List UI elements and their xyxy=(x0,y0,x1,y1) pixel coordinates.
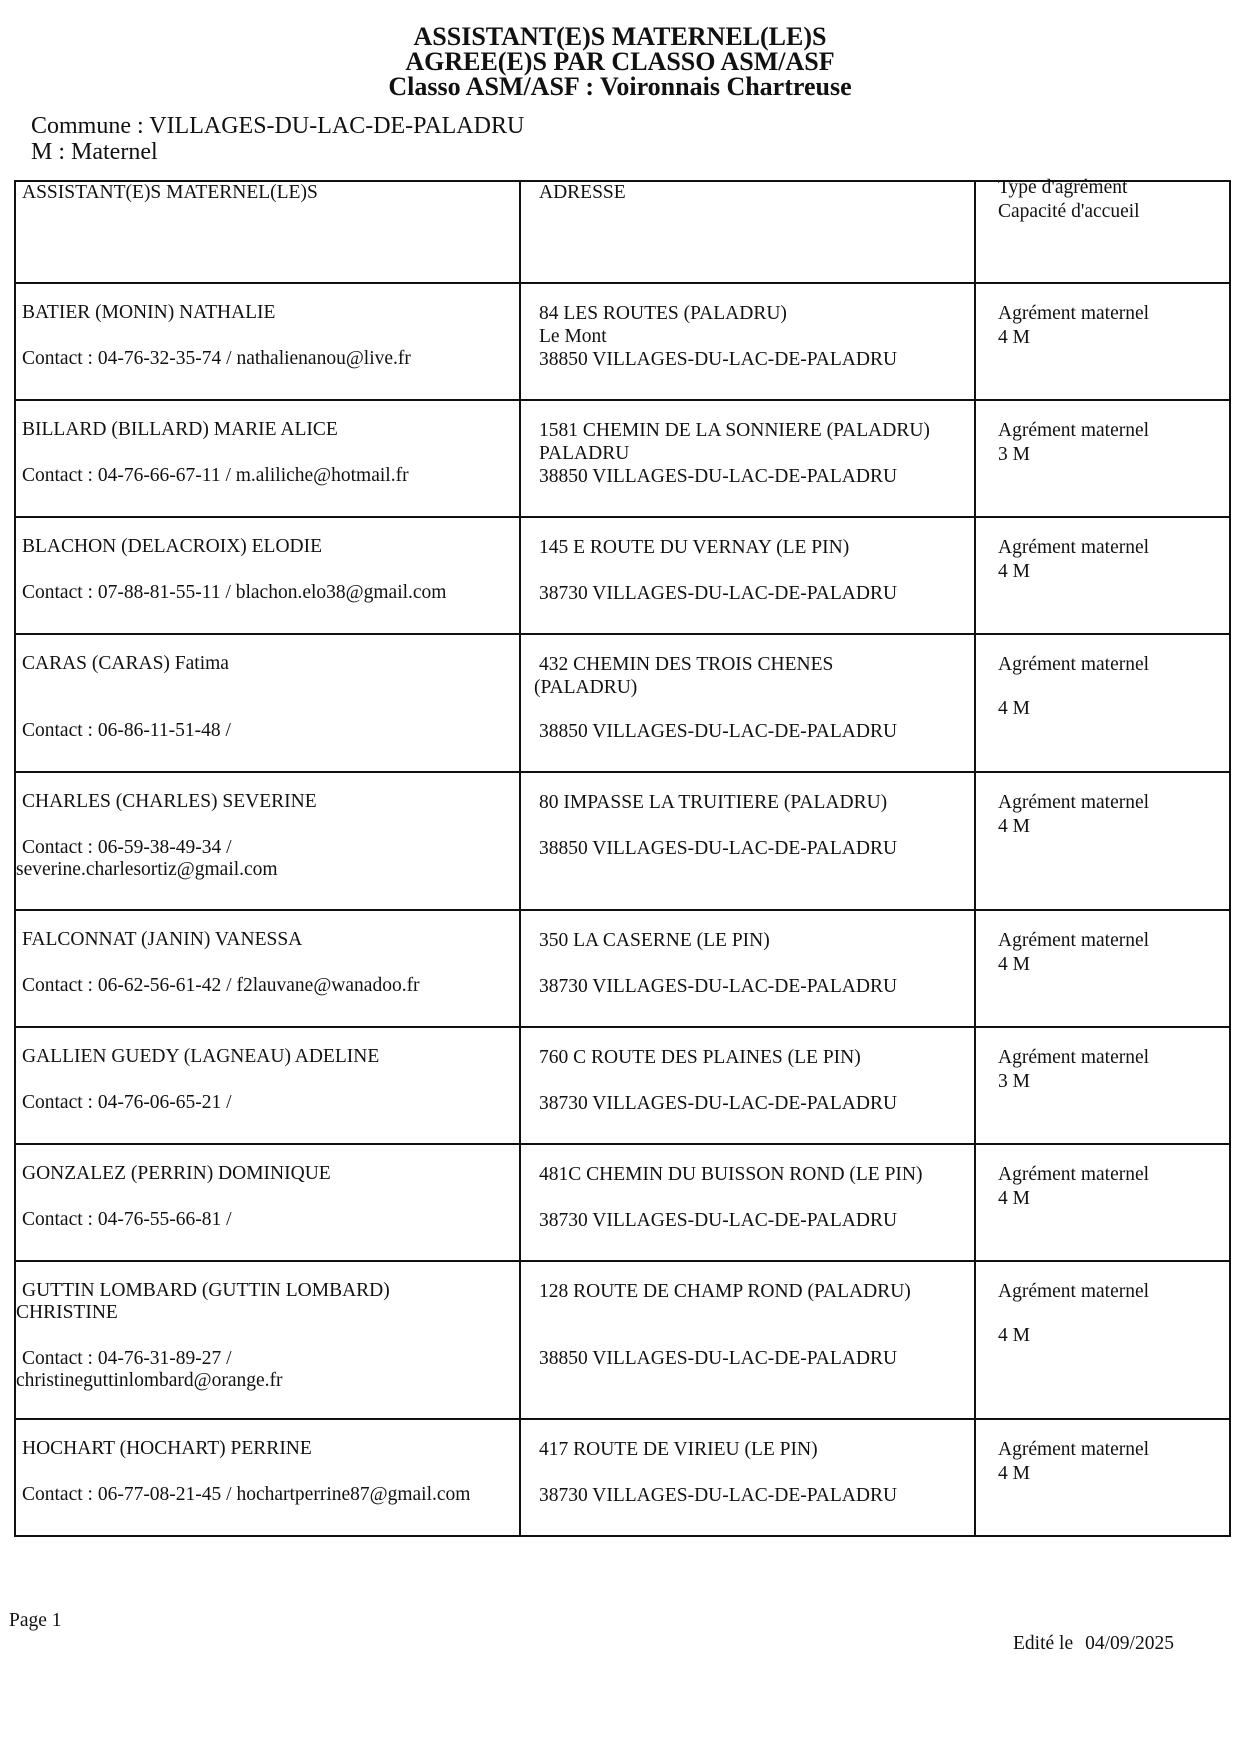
agrement-type: Agrément maternel xyxy=(998,537,1150,558)
assistant-contact: Contact : 06-62-56-61-42 / f2lauvane@wanadoo.fr xyxy=(22,975,420,996)
table-row xyxy=(15,1261,1230,1419)
table-row xyxy=(15,1144,1230,1261)
address-line: 350 LA CASERNE (LE PIN) xyxy=(539,930,770,951)
agrement-type: Agrément maternel xyxy=(998,420,1150,441)
address-line: Le Mont xyxy=(539,326,607,347)
agrement-type: Agrément maternel xyxy=(998,303,1150,324)
assistant-name: GUTTIN LOMBARD (GUTTIN LOMBARD) xyxy=(22,1280,390,1301)
commune-info xyxy=(31,113,524,165)
address-line: (PALADRU) xyxy=(534,677,638,698)
title-line-1: ASSISTANT(E)S MATERNEL(LE)S xyxy=(413,22,827,51)
assistant-name: HOCHART (HOCHART) PERRINE xyxy=(22,1438,312,1459)
agrement-type: Agrément maternel xyxy=(998,930,1150,951)
address-line: 128 ROUTE DE CHAMP ROND (PALADRU) xyxy=(539,1281,911,1302)
commune-label: Commune : VILLAGES-DU-LAC-DE-PALADRU xyxy=(31,113,525,139)
address-line: 760 C ROUTE DES PLAINES (LE PIN) xyxy=(539,1047,861,1068)
table-row xyxy=(15,400,1230,517)
table-row xyxy=(15,517,1230,634)
assistant-contact: Contact : 04-76-31-89-27 / xyxy=(22,1348,232,1369)
legend-label: M : Maternel xyxy=(31,139,158,165)
capacity: 4 M xyxy=(998,1325,1030,1346)
header-address: ADRESSE xyxy=(539,182,626,203)
assistant-contact: Contact : 04-76-32-35-74 / nathalienanou@live.fr xyxy=(22,348,411,369)
assistant-name-cont: CHRISTINE xyxy=(16,1302,118,1323)
address-line: 417 ROUTE DE VIRIEU (LE PIN) xyxy=(539,1439,818,1460)
assistant-name: BILLARD (BILLARD) MARIE ALICE xyxy=(22,419,338,440)
assistant-contact: Contact : 04-76-55-66-81 / xyxy=(22,1209,232,1230)
address-line: PALADRU xyxy=(539,443,630,464)
address-postal: 38730 VILLAGES-DU-LAC-DE-PALADRU xyxy=(539,1093,898,1114)
agrement-type: Agrément maternel xyxy=(998,1439,1150,1460)
address-line: 84 LES ROUTES (PALADRU) xyxy=(539,303,787,324)
capacity: 4 M xyxy=(998,327,1030,348)
capacity: 4 M xyxy=(998,1463,1030,1484)
address-postal: 38730 VILLAGES-DU-LAC-DE-PALADRU xyxy=(539,1485,898,1506)
address-postal: 38730 VILLAGES-DU-LAC-DE-PALADRU xyxy=(539,976,898,997)
address-postal: 38850 VILLAGES-DU-LAC-DE-PALADRU xyxy=(539,721,898,742)
address-postal: 38850 VILLAGES-DU-LAC-DE-PALADRU xyxy=(539,466,898,487)
assistant-name: BATIER (MONIN) NATHALIE xyxy=(22,302,276,323)
assistant-email: christineguttinlombard@orange.fr xyxy=(16,1370,283,1391)
assistant-email: severine.charlesortiz@gmail.com xyxy=(16,859,278,880)
agrement-type: Agrément maternel xyxy=(998,792,1150,813)
address-postal: 38850 VILLAGES-DU-LAC-DE-PALADRU xyxy=(539,1348,898,1369)
assistant-name: CARAS (CARAS) Fatima xyxy=(22,653,229,674)
capacity: 3 M xyxy=(998,444,1030,465)
table-row xyxy=(15,634,1230,772)
capacity: 4 M xyxy=(998,954,1030,975)
assistant-contact: Contact : 04-76-06-65-21 / xyxy=(22,1092,232,1113)
address-postal: 38730 VILLAGES-DU-LAC-DE-PALADRU xyxy=(539,583,898,604)
address-line: 432 CHEMIN DES TROIS CHENES xyxy=(539,654,834,675)
assistant-contact: Contact : 07-88-81-55-11 / blachon.elo38@gmail.com xyxy=(22,582,447,603)
agrement-type: Agrément maternel xyxy=(998,1047,1150,1068)
edit-date xyxy=(1013,1633,1174,1655)
address-line: 145 E ROUTE DU VERNAY (LE PIN) xyxy=(539,537,850,558)
table-row xyxy=(15,283,1230,400)
header-assistant: ASSISTANT(E)S MATERNEL(LE)S xyxy=(22,182,318,203)
assistants-table xyxy=(14,177,1231,1537)
assistant-contact: Contact : 06-86-11-51-48 / xyxy=(22,720,231,741)
assistant-contact: Contact : 04-76-66-67-11 / m.aliliche@hotmail.fr xyxy=(22,465,409,486)
table-row xyxy=(15,1419,1230,1536)
agrement-type: Agrément maternel xyxy=(998,1281,1150,1302)
table-row xyxy=(15,910,1230,1027)
page-number: Page 1 xyxy=(9,1610,62,1631)
header-capacity: Capacité d'accueil xyxy=(998,201,1140,222)
assistant-name: CHARLES (CHARLES) SEVERINE xyxy=(22,791,317,812)
assistant-contact: Contact : 06-59-38-49-34 / xyxy=(22,837,232,858)
address-postal: 38850 VILLAGES-DU-LAC-DE-PALADRU xyxy=(539,838,898,859)
capacity: 4 M xyxy=(998,561,1030,582)
title-line-3: Classo ASM/ASF : Voironnais Chartreuse xyxy=(388,72,852,101)
assistant-name: BLACHON (DELACROIX) ELODIE xyxy=(22,536,323,557)
address-line: 481C CHEMIN DU BUISSON ROND (LE PIN) xyxy=(539,1164,923,1185)
assistant-name: GALLIEN GUEDY (LAGNEAU) ADELINE xyxy=(22,1046,380,1067)
agrement-type: Agrément maternel xyxy=(998,654,1150,675)
capacity: 4 M xyxy=(998,1188,1030,1209)
assistant-contact: Contact : 06-77-08-21-45 / hochartperrine87@gmail.com xyxy=(22,1484,471,1505)
title-line-2: AGREE(E)S PAR CLASSO ASM/ASF xyxy=(405,47,835,76)
table-row xyxy=(15,1027,1230,1144)
capacity: 3 M xyxy=(998,1071,1030,1092)
address-postal: 38730 VILLAGES-DU-LAC-DE-PALADRU xyxy=(539,1210,898,1231)
address-line: 80 IMPASSE LA TRUITIERE (PALADRU) xyxy=(539,792,888,813)
capacity: 4 M xyxy=(998,698,1030,719)
assistant-name: FALCONNAT (JANIN) VANESSA xyxy=(22,929,303,950)
edit-date-label: Edité le xyxy=(1013,1633,1074,1654)
table-row xyxy=(15,772,1230,910)
table-header-row xyxy=(15,181,1230,283)
header-type: Type d'agrément xyxy=(998,177,1128,198)
agrement-type: Agrément maternel xyxy=(998,1164,1150,1185)
address-postal: 38850 VILLAGES-DU-LAC-DE-PALADRU xyxy=(539,349,898,370)
capacity: 4 M xyxy=(998,816,1030,837)
document-title xyxy=(0,24,1240,99)
address-line: 1581 CHEMIN DE LA SONNIERE (PALADRU) xyxy=(539,420,930,441)
edit-date-value: 04/09/2025 xyxy=(1085,1633,1174,1654)
assistant-name: GONZALEZ (PERRIN) DOMINIQUE xyxy=(22,1163,331,1184)
